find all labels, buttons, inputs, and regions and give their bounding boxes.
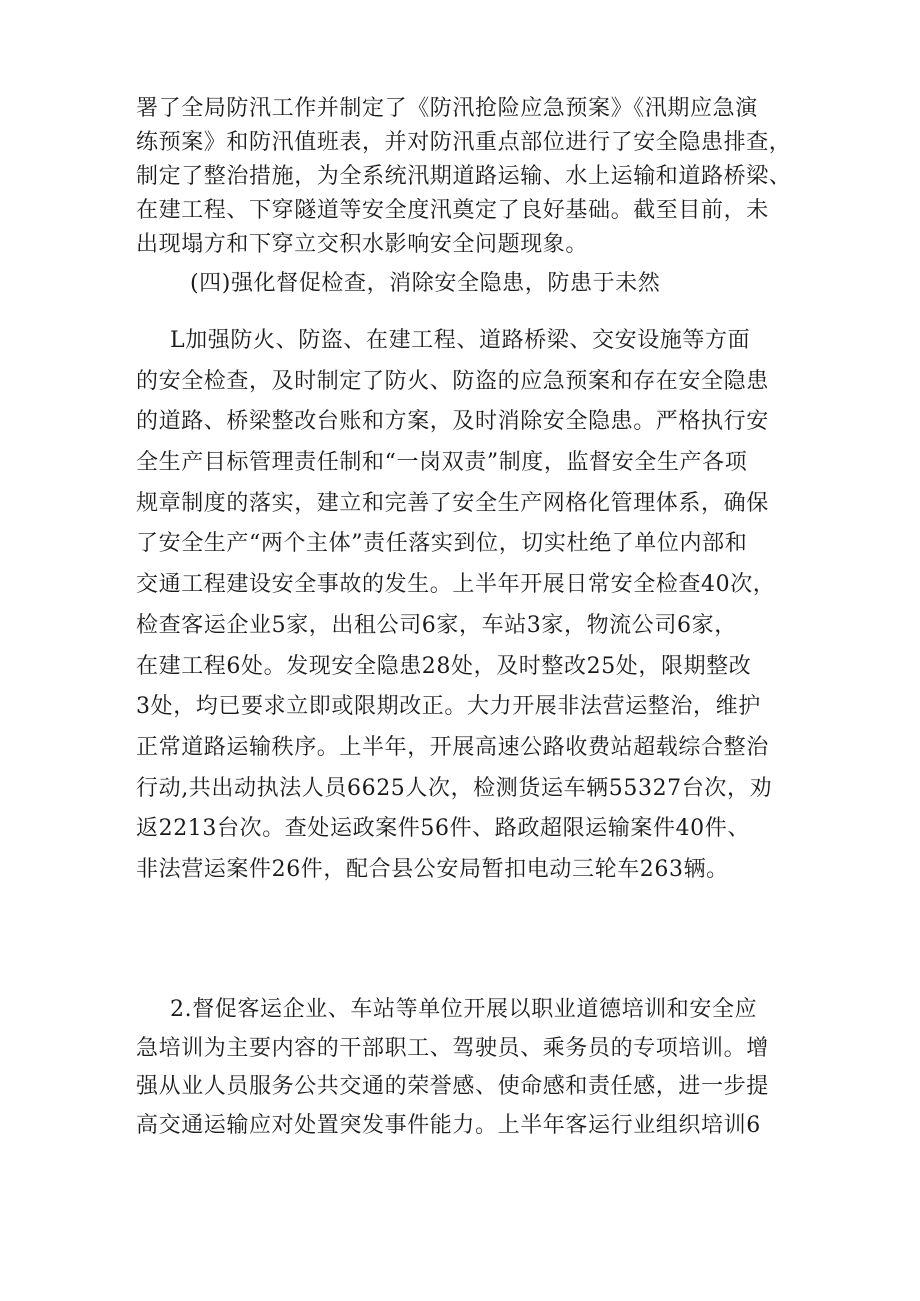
text-line: 非法营运案件26件，配合县公安局暂扣电动三轮车263辆。 (136, 856, 729, 882)
text-line: 规章制度的落实，建立和完善了安全生产网格化管理体系，确保 (136, 490, 769, 516)
paragraph-safety-inspection (136, 321, 800, 891)
text-line: 交通工程建设安全事故的发生。上半年开展日常安全检查40次， (136, 572, 776, 598)
text-line: 3处，均已要求立即或限期改正。大力开展非法营运整治，维护 (136, 694, 761, 720)
text-line: 检查客运企业5家，出租公司6家，车站3家，物流公司6家， (136, 612, 737, 638)
text-line: 行动,共出动执法人员6625人次，检测货运车辆55327台次，劝 (136, 775, 773, 801)
text-line: 急培训为主要内容的干部职工、驾驶员、乘务员的专项培训。增 (136, 1035, 769, 1061)
text-line: 2.督促客运企业、车站等单位开展以职业道德培训和安全应 (170, 997, 758, 1022)
text-line: 高交通运输应对处置突发事件能力。上半年客运行业组织培训6 (136, 1113, 761, 1139)
paragraph-training (136, 991, 800, 1146)
text-line: L加强防火、防盗、在建工程、道路桥梁、交安设施等方面 (170, 328, 751, 353)
text-line: 出现塌方和下穿立交积水影响安全问题现象。 (136, 232, 589, 257)
text-line: 的安全检查，及时制定了防火、防盗的应急预案和存在安全隐患 (136, 368, 769, 394)
text-line: 署了全局防汛工作并制定了《防汛抢险应急预案》《汛期应急演 (136, 96, 758, 121)
text-line: 返2213台次。查处运政案件56件、路政超限运输案件40件、 (136, 816, 750, 842)
text-line: 正常道路运输秩序。上半年，开展高速公路收费站超载综合整治 (136, 734, 769, 760)
text-line: 练预案》和防汛值班表，并对防汛重点部位进行了安全隐患排查， (136, 130, 792, 155)
text-line: 全生产目标管理责任制和“一岗双责”制度，监督安全生产各项 (136, 450, 748, 476)
section-heading (136, 264, 800, 304)
text-line: 的道路、桥梁整改台账和方案，及时消除安全隐患。严格执行安 (136, 409, 769, 435)
text-line: 了安全生产“两个主体”责任落实到位，切实杜绝了单位内部和 (136, 531, 748, 557)
text-line: 在建工程、下穿隧道等安全度汛奠定了良好基础。截至目前，未 (136, 198, 769, 223)
text-line: 强从业人员服务公共交通的荣誉感、使命感和责任感，进一步提 (136, 1074, 769, 1100)
section-heading-text: (四)强化督促检查，消除安全隐患，防患于未然 (190, 271, 661, 296)
text-line: 制定了整治措施，为全系统汛期道路运输、水上运输和道路桥梁、 (136, 164, 792, 189)
text-line: 在建工程6处。发现安全隐患28处，及时整改25处，限期整改 (136, 653, 752, 679)
paragraph-flood-prevention (136, 92, 800, 262)
